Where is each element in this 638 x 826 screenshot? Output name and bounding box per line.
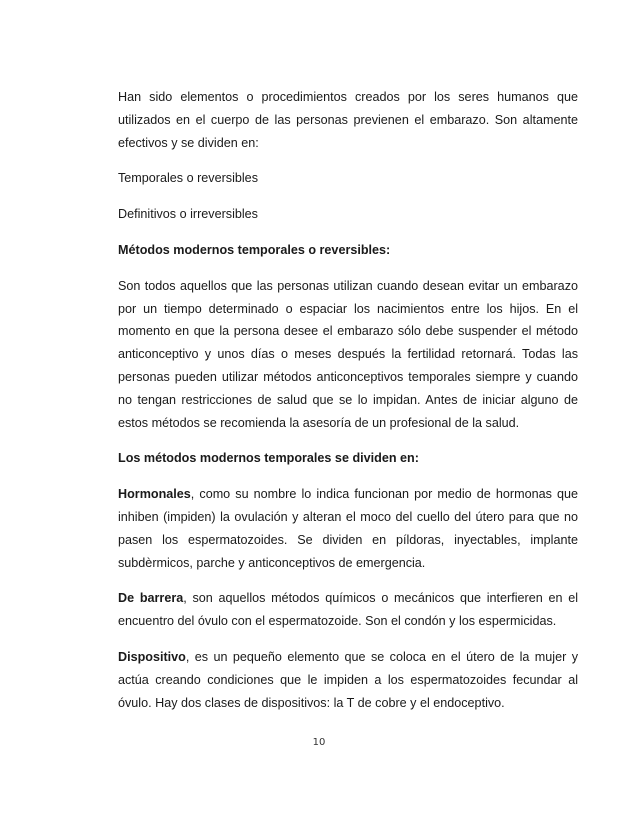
document-body (118, 86, 578, 727)
item-description: , como su nombre lo indica funcionan por medio de hormonas que inhiben (impiden) la ovulación y alteran el moco del cuello del útero para que no pasen los espermatozoides. Se dividen en píldoras, inyectables, implante subdèrmicos, parche y anticonceptivos de emergencia. (118, 487, 578, 570)
temporal-methods-paragraph: Son todos aquellos que las personas utilizan cuando desean evitar un embarazo por un tiempo determinado o espaciar los nacimientos entre los hijos. En el momento en que la persona desee el embarazo sólo debe suspender el método anticonceptivo y unos días o meses después la fertilidad retornará. Todas las personas pueden utilizar métodos anticonceptivos temporales siempre y cuando no tengan restricciones de salud que se lo impidan. Antes de iniciar alguno de estos métodos se recomienda la asesoría de un profesional de la salud. (118, 278, 578, 430)
item-device (118, 646, 578, 714)
type-temporal: Temporales o reversibles (118, 171, 258, 186)
section-heading-temporal-division: Los métodos modernos temporales se dividen en: (118, 451, 419, 466)
item-description: , son aquellos métodos químicos o mecánicos que interfieren en el encuentro del óvulo con el espermatozoide. Son el condón y los espermicidas. (118, 591, 578, 629)
item-term: De barrera (118, 591, 184, 606)
item-term: Hormonales (118, 487, 191, 502)
item-barrier (118, 587, 578, 633)
page-number: 10 (312, 737, 326, 748)
type-definitive: Definitivos o irreversibles (118, 207, 258, 222)
intro-paragraph: Han sido elementos o procedimientos creados por los seres humanos que utilizados en el cuerpo de las personas previenen el embarazo. Son altamente efectivos y se dividen en: (118, 90, 578, 150)
section-heading-temporal-methods: Métodos modernos temporales o reversibles: (118, 242, 391, 257)
item-description: , es un pequeño elemento que se coloca en el útero de la mujer y actúa creando condiciones que le impiden a los espermatozoides fecundar al óvulo. Hay dos clases de dispositivos: la T de cobre y el endoceptivo. (118, 649, 578, 710)
item-term: Dispositivo (118, 649, 186, 664)
item-hormonal (118, 483, 578, 574)
